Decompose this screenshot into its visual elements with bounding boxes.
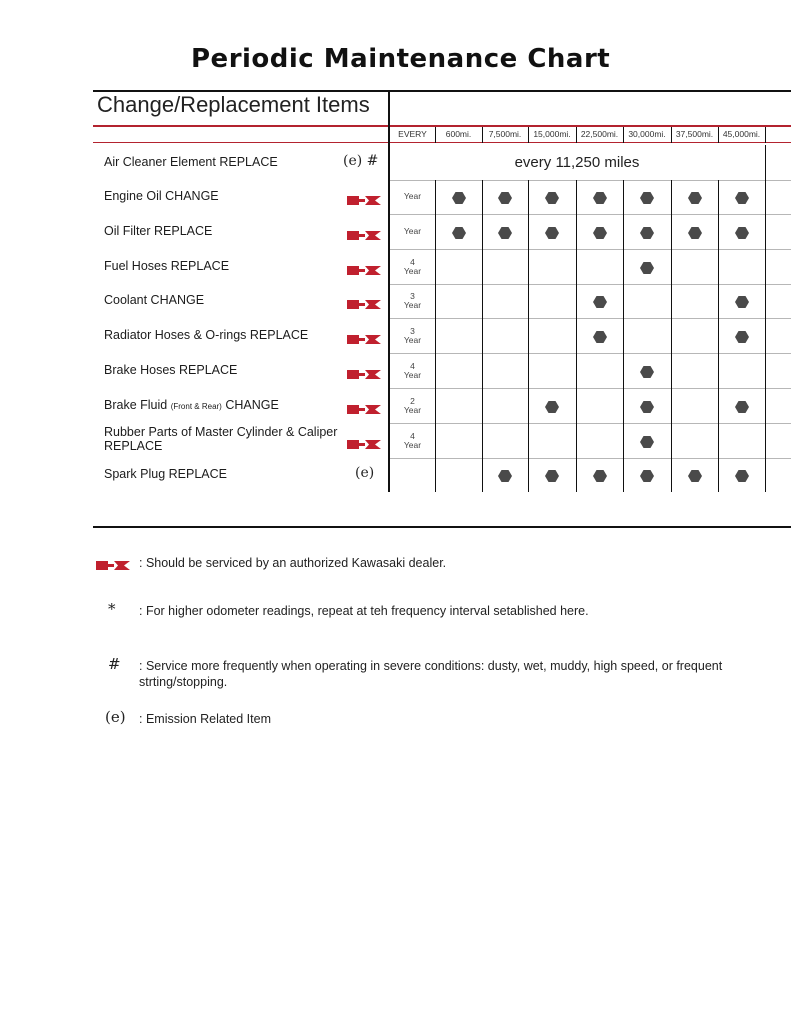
kawasaki-dealer-icon: [347, 401, 381, 410]
kawasaki-logo-mark: [347, 440, 381, 449]
service-dot: [735, 295, 749, 307]
row-separator: [390, 249, 791, 250]
column-divider: [528, 458, 529, 492]
column-divider: [482, 423, 483, 458]
service-dot: [545, 191, 559, 203]
service-dot: [688, 226, 702, 238]
interval-header-2: 7,500mi.: [488, 129, 522, 139]
kawasaki-dealer-icon: [347, 436, 381, 445]
kawasaki-dealer-icon: [347, 296, 381, 305]
interval-header-1: 600mi.: [445, 129, 472, 139]
service-dot: [640, 261, 654, 273]
column-divider: [576, 180, 577, 214]
column-divider: [765, 284, 766, 318]
kawasaki-logo-mark: [347, 335, 381, 344]
column-divider: [671, 318, 672, 353]
service-dot: [640, 365, 654, 377]
kawasaki-logo-mark: [347, 405, 381, 414]
column-divider: [671, 214, 672, 249]
header-red-rule: [93, 125, 791, 127]
service-dot: [545, 226, 559, 238]
column-divider: [623, 180, 624, 214]
service-dot: [735, 400, 749, 412]
legend-text: : Service more frequently when operating in severe conditions: dusty, wet, muddy, high speed, or frequent strting/stopping.: [139, 659, 723, 689]
column-divider: [435, 249, 436, 284]
column-divider: [718, 249, 719, 284]
column-divider: [435, 423, 436, 458]
page-title: Periodic Maintenance Chart: [191, 44, 611, 74]
column-divider: [576, 423, 577, 458]
column-divider: [718, 423, 719, 458]
service-dot: [640, 435, 654, 447]
item-label: Spark Plug REPLACE: [104, 467, 227, 481]
column-divider: [482, 127, 483, 143]
service-dot: [593, 191, 607, 203]
every-interval: Year: [403, 225, 422, 236]
interval-header-0: EVERY: [398, 129, 427, 139]
column-divider: [576, 127, 577, 143]
kawasaki-logo-mark: [347, 196, 381, 205]
interval-header-4: 22,500mi.: [580, 129, 619, 139]
service-dot: [688, 191, 702, 203]
interval-header-6: 37,500mi.: [675, 129, 714, 139]
legend-text: : Emission Related Item: [139, 712, 271, 726]
column-divider: [435, 353, 436, 388]
kawasaki-dealer-icon: [347, 227, 381, 236]
column-divider: [435, 284, 436, 318]
every-interval: 4 Year: [403, 360, 422, 380]
column-divider: [576, 318, 577, 353]
interval-header-7: 45,000mi.: [722, 129, 761, 139]
service-dot: [452, 191, 466, 203]
column-divider: [528, 318, 529, 353]
every-interval: 4 Year: [403, 256, 422, 276]
kawasaki-logo-mark: [347, 231, 381, 240]
service-dot: [545, 400, 559, 412]
column-divider: [623, 284, 624, 318]
column-divider: [765, 249, 766, 284]
row-separator: [390, 214, 791, 215]
service-symbol: (e): [355, 465, 375, 481]
column-divider: [765, 180, 766, 214]
item-label: Coolant CHANGE: [104, 293, 205, 307]
every-interval: Year: [403, 191, 422, 201]
legend-text: : For higher odometer readings, repeat at teh frequency interval setablished here.: [139, 604, 589, 618]
service-dot: [640, 226, 654, 238]
column-divider: [765, 318, 766, 353]
column-divider: [576, 249, 577, 284]
item-label: Brake Fluid (Front & Rear) CHANGE: [104, 397, 279, 412]
service-dot: [452, 226, 466, 238]
column-divider: [435, 214, 436, 249]
column-divider: [671, 458, 672, 492]
column-divider: [528, 423, 529, 458]
row-separator: [390, 388, 791, 389]
kawasaki-logo-mark: [347, 300, 381, 309]
column-divider: [765, 388, 766, 423]
column-divider: [482, 353, 483, 388]
column-divider: [528, 127, 529, 143]
table-bottom-rule: [93, 526, 791, 528]
kawasaki-dealer-icon: [347, 331, 381, 340]
column-divider: [482, 284, 483, 318]
interval-span-text: every 11,250 miles: [514, 153, 640, 171]
legend-text: : Should be serviced by an authorized Kawasaki dealer.: [139, 556, 447, 570]
column-divider: [576, 284, 577, 318]
header-red-rule-2: [93, 142, 791, 143]
column-divider: [623, 458, 624, 492]
column-divider: [528, 388, 529, 423]
column-divider: [718, 318, 719, 353]
service-dot: [593, 330, 607, 342]
column-divider: [671, 284, 672, 318]
column-divider: [718, 388, 719, 423]
kawasaki-dealer-icon: [96, 557, 130, 566]
column-divider: [671, 249, 672, 284]
column-divider: [671, 388, 672, 423]
service-dot: [498, 469, 512, 481]
row-separator: [390, 284, 791, 285]
column-divider: [576, 388, 577, 423]
item-label: Air Cleaner Element REPLACE: [104, 154, 278, 169]
row-separator: [390, 458, 791, 459]
column-divider: [623, 388, 624, 423]
service-dot: [735, 191, 749, 203]
column-divider: [765, 214, 766, 249]
column-divider: [671, 180, 672, 214]
service-dot: [498, 226, 512, 238]
interval-header-5: 30,000mi.: [628, 129, 666, 139]
column-divider: [482, 214, 483, 249]
column-divider: [528, 249, 529, 284]
column-divider: [576, 214, 577, 249]
kawasaki-logo-mark: [96, 561, 130, 570]
item-label: Oil Filter REPLACE: [104, 223, 213, 238]
row-separator: [390, 353, 791, 354]
legend-symbol: (e): [105, 708, 126, 726]
item-label: Brake Hoses REPLACE: [104, 362, 238, 377]
column-divider: [528, 353, 529, 388]
column-divider: [718, 458, 719, 492]
kawasaki-dealer-icon: [347, 366, 381, 375]
column-divider: [623, 423, 624, 458]
service-dot: [593, 469, 607, 481]
column-divider: [623, 318, 624, 353]
column-divider: [528, 214, 529, 249]
legend-symbol: *: [108, 600, 116, 618]
item-label: Fuel Hoses REPLACE: [104, 258, 230, 273]
column-divider: [671, 353, 672, 388]
column-divider: [482, 388, 483, 423]
row-separator: [390, 318, 791, 319]
column-divider: [435, 458, 436, 492]
column-divider: [528, 284, 529, 318]
row-separator: [390, 180, 791, 181]
kawasaki-dealer-icon: [347, 262, 381, 271]
column-divider: [435, 318, 436, 353]
interval-header-3: 15,000mi.: [533, 129, 571, 139]
column-divider: [435, 388, 436, 423]
kawasaki-dealer-icon: [347, 192, 381, 201]
every-interval: 4 Year: [403, 430, 422, 450]
service-dot: [593, 295, 607, 307]
row-separator: [390, 423, 791, 424]
item-label: Radiator Hoses & O-rings REPLACE: [104, 327, 309, 342]
service-dot: [545, 469, 559, 481]
column-divider: [623, 353, 624, 388]
column-divider: [482, 458, 483, 492]
column-divider: [482, 249, 483, 284]
column-divider: [623, 214, 624, 249]
service-dot: [688, 469, 702, 481]
column-divider: [482, 180, 483, 214]
kawasaki-logo-mark: [347, 370, 381, 379]
column-divider: [482, 318, 483, 353]
column-divider: [576, 353, 577, 388]
column-divider: [623, 249, 624, 284]
every-interval: 3 Year: [403, 291, 422, 310]
maintenance-table: [93, 90, 791, 530]
column-divider: [435, 127, 436, 143]
column-divider: [718, 127, 719, 143]
column-divider: [718, 180, 719, 214]
service-dot: [735, 469, 749, 481]
column-divider: [718, 284, 719, 318]
item-label: Rubber Parts of Master Cylinder & Caliper REPLACE: [104, 425, 338, 453]
column-divider: [435, 180, 436, 214]
column-divider: [765, 145, 766, 180]
column-divider: [765, 423, 766, 458]
service-dot: [498, 191, 512, 203]
column-divider: [623, 127, 624, 143]
kawasaki-logo-mark: [347, 266, 381, 275]
column-divider: [765, 353, 766, 388]
service-dot: [593, 226, 607, 238]
legend-symbol: #: [108, 655, 121, 673]
service-symbol: (e) #: [343, 152, 379, 169]
column-divider: [765, 458, 766, 492]
column-divider: [718, 214, 719, 249]
column-divider: [576, 458, 577, 492]
column-divider: [765, 127, 766, 143]
column-divider: [528, 180, 529, 214]
service-dot: [735, 330, 749, 342]
column-divider: [671, 423, 672, 458]
item-label: Engine Oil CHANGE: [104, 189, 219, 203]
section-title: Change/Replacement Items: [97, 92, 370, 117]
service-dot: [640, 191, 654, 203]
every-interval: 2 Year: [403, 395, 422, 415]
service-dot: [640, 469, 654, 481]
every-interval: 3 Year: [403, 325, 422, 345]
service-dot: [735, 226, 749, 238]
column-divider: [718, 353, 719, 388]
service-dot: [640, 400, 654, 412]
column-divider: [671, 127, 672, 143]
